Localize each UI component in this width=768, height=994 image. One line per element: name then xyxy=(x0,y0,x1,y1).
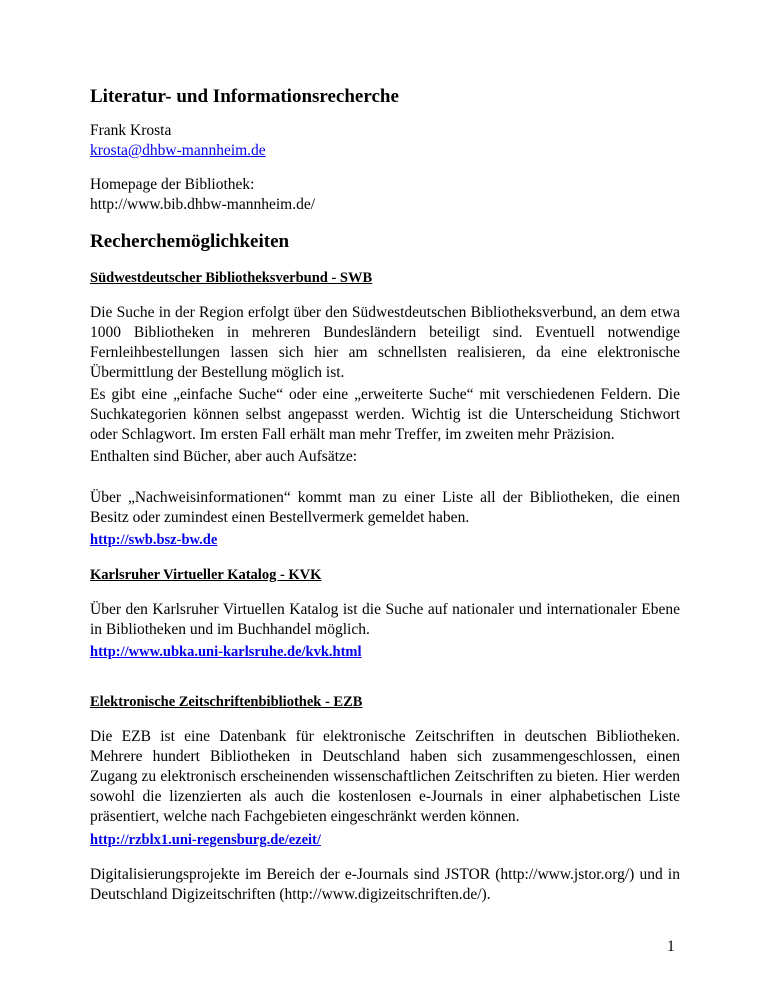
swb-paragraph-4: Über „Nachweisinformationen“ kommt man zu einer Liste all der Bibliotheken, die einen Besitz oder zumindest einen Bestellvermerk gemeldet haben. xyxy=(90,489,680,526)
swb-heading: Südwestdeutscher Bibliotheksverbund - SWB xyxy=(90,270,373,286)
author-name: Frank Krosta xyxy=(90,122,172,139)
homepage-label: Homepage der Bibliothek: xyxy=(90,176,255,193)
author-block xyxy=(90,121,266,161)
swb-link[interactable]: http://swb.bsz-bw.de xyxy=(90,532,218,548)
page-number: 1 xyxy=(667,938,675,955)
section-title: Recherchemöglichkeiten xyxy=(90,231,290,252)
swb-paragraph-1: Die Suche in der Region erfolgt über den Südwestdeutschen Bibliotheksverbund, an dem etwa 1000 Bibliotheken in mehreren Bundesländern beteiligt sind. Eventuell notwendige Fernleihbestellungen lassen sich hier am schnellsten realisieren, da eine elektronische Übermittlung der Bestellung möglich ist. xyxy=(90,304,680,381)
swb-paragraph-3: Enthalten sind Bücher, aber auch Aufsätze: xyxy=(90,448,358,465)
kvk-link[interactable]: http://www.ubka.uni-karlsruhe.de/kvk.html xyxy=(90,644,362,660)
kvk-heading: Karlsruher Virtueller Katalog - KVK xyxy=(90,567,322,583)
author-email-link[interactable]: krosta@dhbw-mannheim.de xyxy=(90,142,266,159)
ezb-link[interactable]: http://rzblx1.uni-regensburg.de/ezeit/ xyxy=(90,832,321,848)
ezb-heading: Elektronische Zeitschriftenbibliothek - EZB xyxy=(90,694,363,710)
kvk-paragraph-1: Über den Karlsruher Virtuellen Katalog ist die Suche auf nationaler und internationaler Ebene in Bibliotheken und im Buchhandel möglich. xyxy=(90,601,680,638)
homepage-url: http://www.bib.dhbw-mannheim.de/ xyxy=(90,196,316,213)
swb-paragraph-2: Es gibt eine „einfache Suche“ oder eine „erweiterte Suche“ mit verschiedenen Feldern. Die Suchkategorien können selbst angepasst werden. Wichtig ist die Unterscheidung Stichwort oder Schlagwort. Im ersten Fall erhält man mehr Treffer, im zweiten mehr Präzision. xyxy=(90,386,680,443)
document-title: Literatur- und Informationsrecherche xyxy=(90,86,399,107)
homepage-block xyxy=(90,175,315,215)
ezb-paragraph-2: Digitalisierungsprojekte im Bereich der e-Journals sind JSTOR (http://www.jstor.org/) und in Deutschland Digizeitschriften (http://www.digizeitschriften.de/). xyxy=(90,866,680,903)
ezb-paragraph-1: Die EZB ist eine Datenbank für elektronische Zeitschriften in deutschen Bibliotheken. Mehrere hundert Bibliotheken in Deutschland haben sich zusammengeschlossen, einen Zugang zu elektronisch erscheinenden wissenschaftlichen Zeitschriften zu bieten. Hier werden sowohl die lizenzierten als auch die kostenlosen e-Journals in einer alphabetischen Liste präsentiert, welche nach Fachgebieten eingeschränkt werden können. xyxy=(90,728,680,825)
